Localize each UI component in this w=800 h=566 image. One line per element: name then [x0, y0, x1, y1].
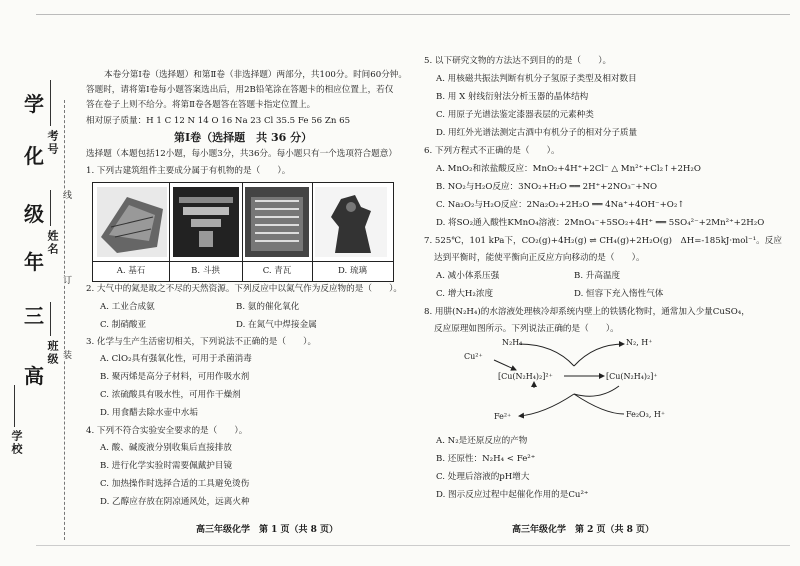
question-6-stem: 6. 下列方程式不正确的是（ ）。	[424, 146, 560, 156]
atomic-masses: 相对原子质量：H 1 C 12 N 14 O 16 Na 23 Cl 35.5 Fe 56 Zn 65	[86, 116, 351, 126]
glaze-photo-graphic	[315, 187, 387, 257]
q7-option-d: D. 恒容下充入惰性气体	[574, 289, 664, 299]
seal-mark-1: 线	[61, 190, 71, 199]
q2-option-b: B. 氨的催化氧化	[236, 302, 300, 312]
top-border	[36, 14, 790, 15]
q8-option-b: B. 还原性：N₂H₄ < Fe²⁺	[436, 454, 536, 464]
q5-option-a: A. 用核磁共振法判断有机分子氢原子类型及相对数目	[436, 74, 637, 84]
caption-a: A. 基石	[116, 266, 146, 276]
bracket-photo-graphic	[173, 187, 239, 257]
stone-photo-graphic	[97, 187, 167, 257]
question-1-stem: 1. 下列古建筑组件主要成分属于有机物的是（ ）。	[86, 166, 291, 176]
class-label: 班级	[46, 340, 59, 366]
q2-option-a: A. 工业合成氨	[100, 302, 155, 312]
tile-photo	[245, 187, 309, 257]
seal-dashed-line	[64, 100, 65, 540]
diagram-reactant-hydrazine: N₂H₄	[502, 338, 523, 347]
diagram-complex-2: [Cu(N₂H₄)₂]⁺	[606, 372, 658, 381]
name-field-line	[50, 190, 51, 226]
caption-c: C. 青瓦	[262, 266, 292, 276]
instruction-line-2: 答题时，请将第Ⅰ卷每小题答案选出后，用2B铅笔涂在答题卡的相应位置上，若仅	[86, 85, 394, 95]
question-7-stem-line-1: 7. 525℃，101 kPa下，CO₂(g)+4H₂(g) ⇌ CH₄(g)+2H₂O(g) ΔH=-185kJ·mol⁻¹。反应	[424, 236, 782, 246]
q4-option-c: C. 加热操作时选择合适的工具避免烫伤	[100, 479, 250, 489]
caption-b: B. 斗拱	[191, 266, 220, 276]
question-2-stem: 2. 大气中的氮是取之不尽的天然资源。下列反应中以氮气作为反应物的是（ ）。	[86, 284, 403, 294]
q8-option-a: A. N₂是还原反应的产物	[436, 436, 528, 446]
q3-option-a: A. ClO₂具有强氧化性，可用于杀菌消毒	[100, 354, 252, 364]
caption-d: D. 琉璃	[338, 266, 367, 276]
seal-mark-2: 订	[61, 275, 71, 284]
q7-option-a: A. 减小体系压强	[436, 271, 500, 281]
reaction-cycle-diagram	[464, 336, 704, 426]
q6-option-b: B. NO₂与H₂O反应：3NO₂+H₂O ══ 2H⁺+2NO₃⁻+NO	[436, 182, 658, 192]
grade-char-1: 高	[24, 364, 44, 388]
question-7-stem-line-2: 达到平衡时，能使平衡向正反应方向移动的是（ ）。	[434, 253, 645, 263]
diagram-product-nitrogen: N₂, H⁺	[626, 338, 653, 347]
question-4-stem: 4. 下列不符合实验安全要求的是（ ）。	[86, 426, 248, 436]
question-1-image-panel	[92, 182, 394, 282]
q5-option-b: B. 用 X 射线衍射法分析玉器的晶体结构	[436, 92, 589, 102]
q4-option-d: D. 乙醇应存放在阴凉通风处，远离火种	[100, 497, 250, 507]
q4-option-a: A. 酸、碱废液分别收集后直接排放	[100, 443, 232, 453]
question-8-stem-line-2: 反应原理如图所示。下列说法正确的是（ ）。	[434, 324, 619, 334]
diagram-iron-oxide: Fe₂O₃, H⁺	[626, 410, 666, 419]
grade-char-4: 级	[24, 202, 44, 226]
q5-option-c: C. 用原子光谱法鉴定漆器表层的元素种类	[436, 110, 594, 120]
number-label: 考号	[46, 130, 59, 156]
name-label: 姓名	[46, 230, 59, 256]
bottom-border	[36, 545, 790, 546]
diagram-ferrous-ion: Fe²⁺	[494, 412, 512, 421]
subject-char-2: 学	[24, 92, 44, 116]
number-field-line	[50, 80, 51, 126]
question-5-stem: 5. 以下研究文物的方法达不到目的的是（ ）。	[424, 56, 612, 66]
question-3-stem: 3. 化学与生产生活密切相关，下列说法不正确的是（ ）。	[86, 337, 317, 347]
subject-char-1: 化	[24, 144, 44, 168]
question-8-stem-line-1: 8. 用肼(N₂H₄)的水溶液处理核冷却系统内壁上的铁锈化物时，通常加入少量CuSO₄，	[424, 307, 750, 317]
caption-divider	[93, 261, 393, 262]
q6-option-a: A. MnO₂和浓盐酸反应：MnO₂+4H⁺+2Cl⁻ △ Mn²⁺+Cl₂↑+2H₂O	[436, 164, 701, 174]
q3-option-d: D. 用食醋去除水壶中水垢	[100, 408, 198, 418]
binding-strip	[0, 40, 80, 540]
seal-mark-3: 装	[61, 350, 71, 359]
diagram-copper-ion: Cu²⁺	[464, 352, 483, 361]
q8-option-d: D. 图示反应过程中起催化作用的是Cu²⁺	[436, 490, 589, 500]
q3-option-c: C. 浓硫酸具有吸水性，可用作干燥剂	[100, 390, 241, 400]
section-description: 选择题（本题包括12小题，每小题3分，共36分。每小题只有一个选项符合题意）	[86, 149, 397, 159]
instruction-line-3: 答在卷子上则不给分。将第Ⅱ卷各题答在答题卡指定位置上。	[86, 100, 316, 110]
glaze-photo	[315, 187, 387, 257]
school-field-line	[14, 385, 15, 427]
page-1-footer: 高三年级化学 第 1 页（共 8 页）	[196, 525, 339, 535]
q6-option-c: C. Na₂O₂与H₂O反应：2Na₂O₂+2H₂O ══ 4Na⁺+4OH⁻+O₂↑	[436, 200, 685, 210]
diagram-complex-1: [Cu(N₂H₄)₂]²⁺	[498, 372, 553, 381]
page-2-footer: 高三年级化学 第 2 页（共 8 页）	[512, 525, 655, 535]
stone-photo	[97, 187, 167, 257]
q7-option-c: C. 增大H₂浓度	[436, 289, 494, 299]
q8-option-c: C. 处理后溶液的pH增大	[436, 472, 530, 482]
q2-option-c: C. 制硝酸亚	[100, 320, 147, 330]
q2-option-d: D. 在氮气中焊接金属	[236, 320, 317, 330]
class-field-line	[50, 302, 51, 336]
bracket-photo	[173, 187, 239, 257]
grade-char-2: 三	[24, 304, 44, 328]
q7-option-b: B. 升高温度	[574, 271, 621, 281]
q3-option-b: B. 聚丙烯是高分子材料，可用作吸水剂	[100, 372, 250, 382]
q4-option-b: B. 进行化学实验时需要佩戴护目镜	[100, 461, 233, 471]
tile-photo-graphic	[245, 187, 309, 257]
grade-char-3: 年	[24, 250, 44, 274]
instruction-line-1: 本卷分第Ⅰ卷（选择题）和第Ⅱ卷（非选择题）两部分，共100分。时间60分钟。	[104, 70, 407, 80]
q5-option-d: D. 用红外光谱法测定古酒中有机分子的相对分子质量	[436, 128, 638, 138]
q6-option-d: D. 将SO₂通入酸性KMnO₄溶液：2MnO₄⁻+5SO₂+4H⁺ ══ 5SO₄²⁻+2Mn²⁺+2H₂O	[436, 218, 765, 228]
section-title: 第Ⅰ卷（选择题 共 36 分）	[174, 131, 313, 144]
school-label: 学校	[10, 430, 23, 456]
